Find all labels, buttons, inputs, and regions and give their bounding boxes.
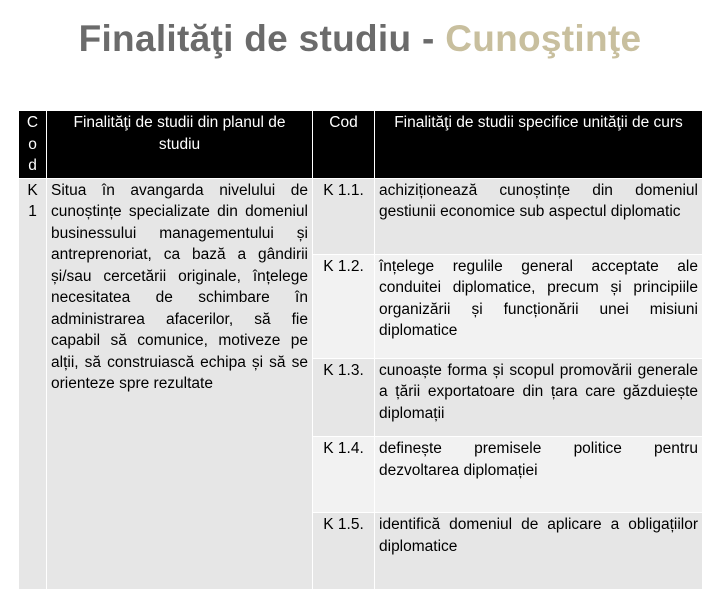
row-text: cunoaște forma și scopul promovării generale a țării exportatoare din țara care găzduiește diplomații	[375, 358, 703, 437]
row-code: K 1.5.	[313, 513, 375, 589]
row-code: K 1.1.	[313, 178, 375, 254]
row-text: înțelege regulile general acceptate ale conduitei diplomatice, precum și principiile organizării și funcționării unei misiuni diplomatice	[375, 254, 703, 358]
table-row	[19, 178, 703, 254]
header-cod-narrow: C o d	[19, 111, 47, 179]
row-text: achiziționează cunoștințe din domeniul gestiunii economice sub aspectul diplomatic	[375, 178, 703, 254]
row-code: K 1.4.	[313, 437, 375, 513]
title-main: Finalităţi de studiu -	[78, 18, 446, 59]
outcomes-table	[18, 110, 703, 590]
header-course-outcomes: Finalităţi de studii specifice unităţii de curs	[375, 111, 703, 179]
code-main: K 1	[19, 178, 47, 589]
slide-title	[0, 18, 720, 60]
header-program-outcomes: Finalităţi de studii din planul de studiu	[47, 111, 313, 179]
table-header-row	[19, 111, 703, 179]
row-code: K 1.2.	[313, 254, 375, 358]
program-outcome-text: Situa în avangarda nivelului de cunoștințe specializate din domeniul businessului managementului și antreprenoriat, ca bază a gândirii și/sau cercetării originale, înțelege necesitatea de schimbare în administrarea afacerilor, să fie capabil să comunice, motiveze pe alții, să construiască echipa și să se orienteze spre rezultate	[47, 178, 313, 589]
row-code: K 1.3.	[313, 358, 375, 437]
title-accent: Cunoştinţe	[445, 18, 642, 59]
row-text: identifică domeniul de aplicare a obligațiilor diplomatice	[375, 513, 703, 589]
header-cod: Cod	[313, 111, 375, 179]
row-text: definește premisele politice pentru dezvoltarea diplomației	[375, 437, 703, 513]
